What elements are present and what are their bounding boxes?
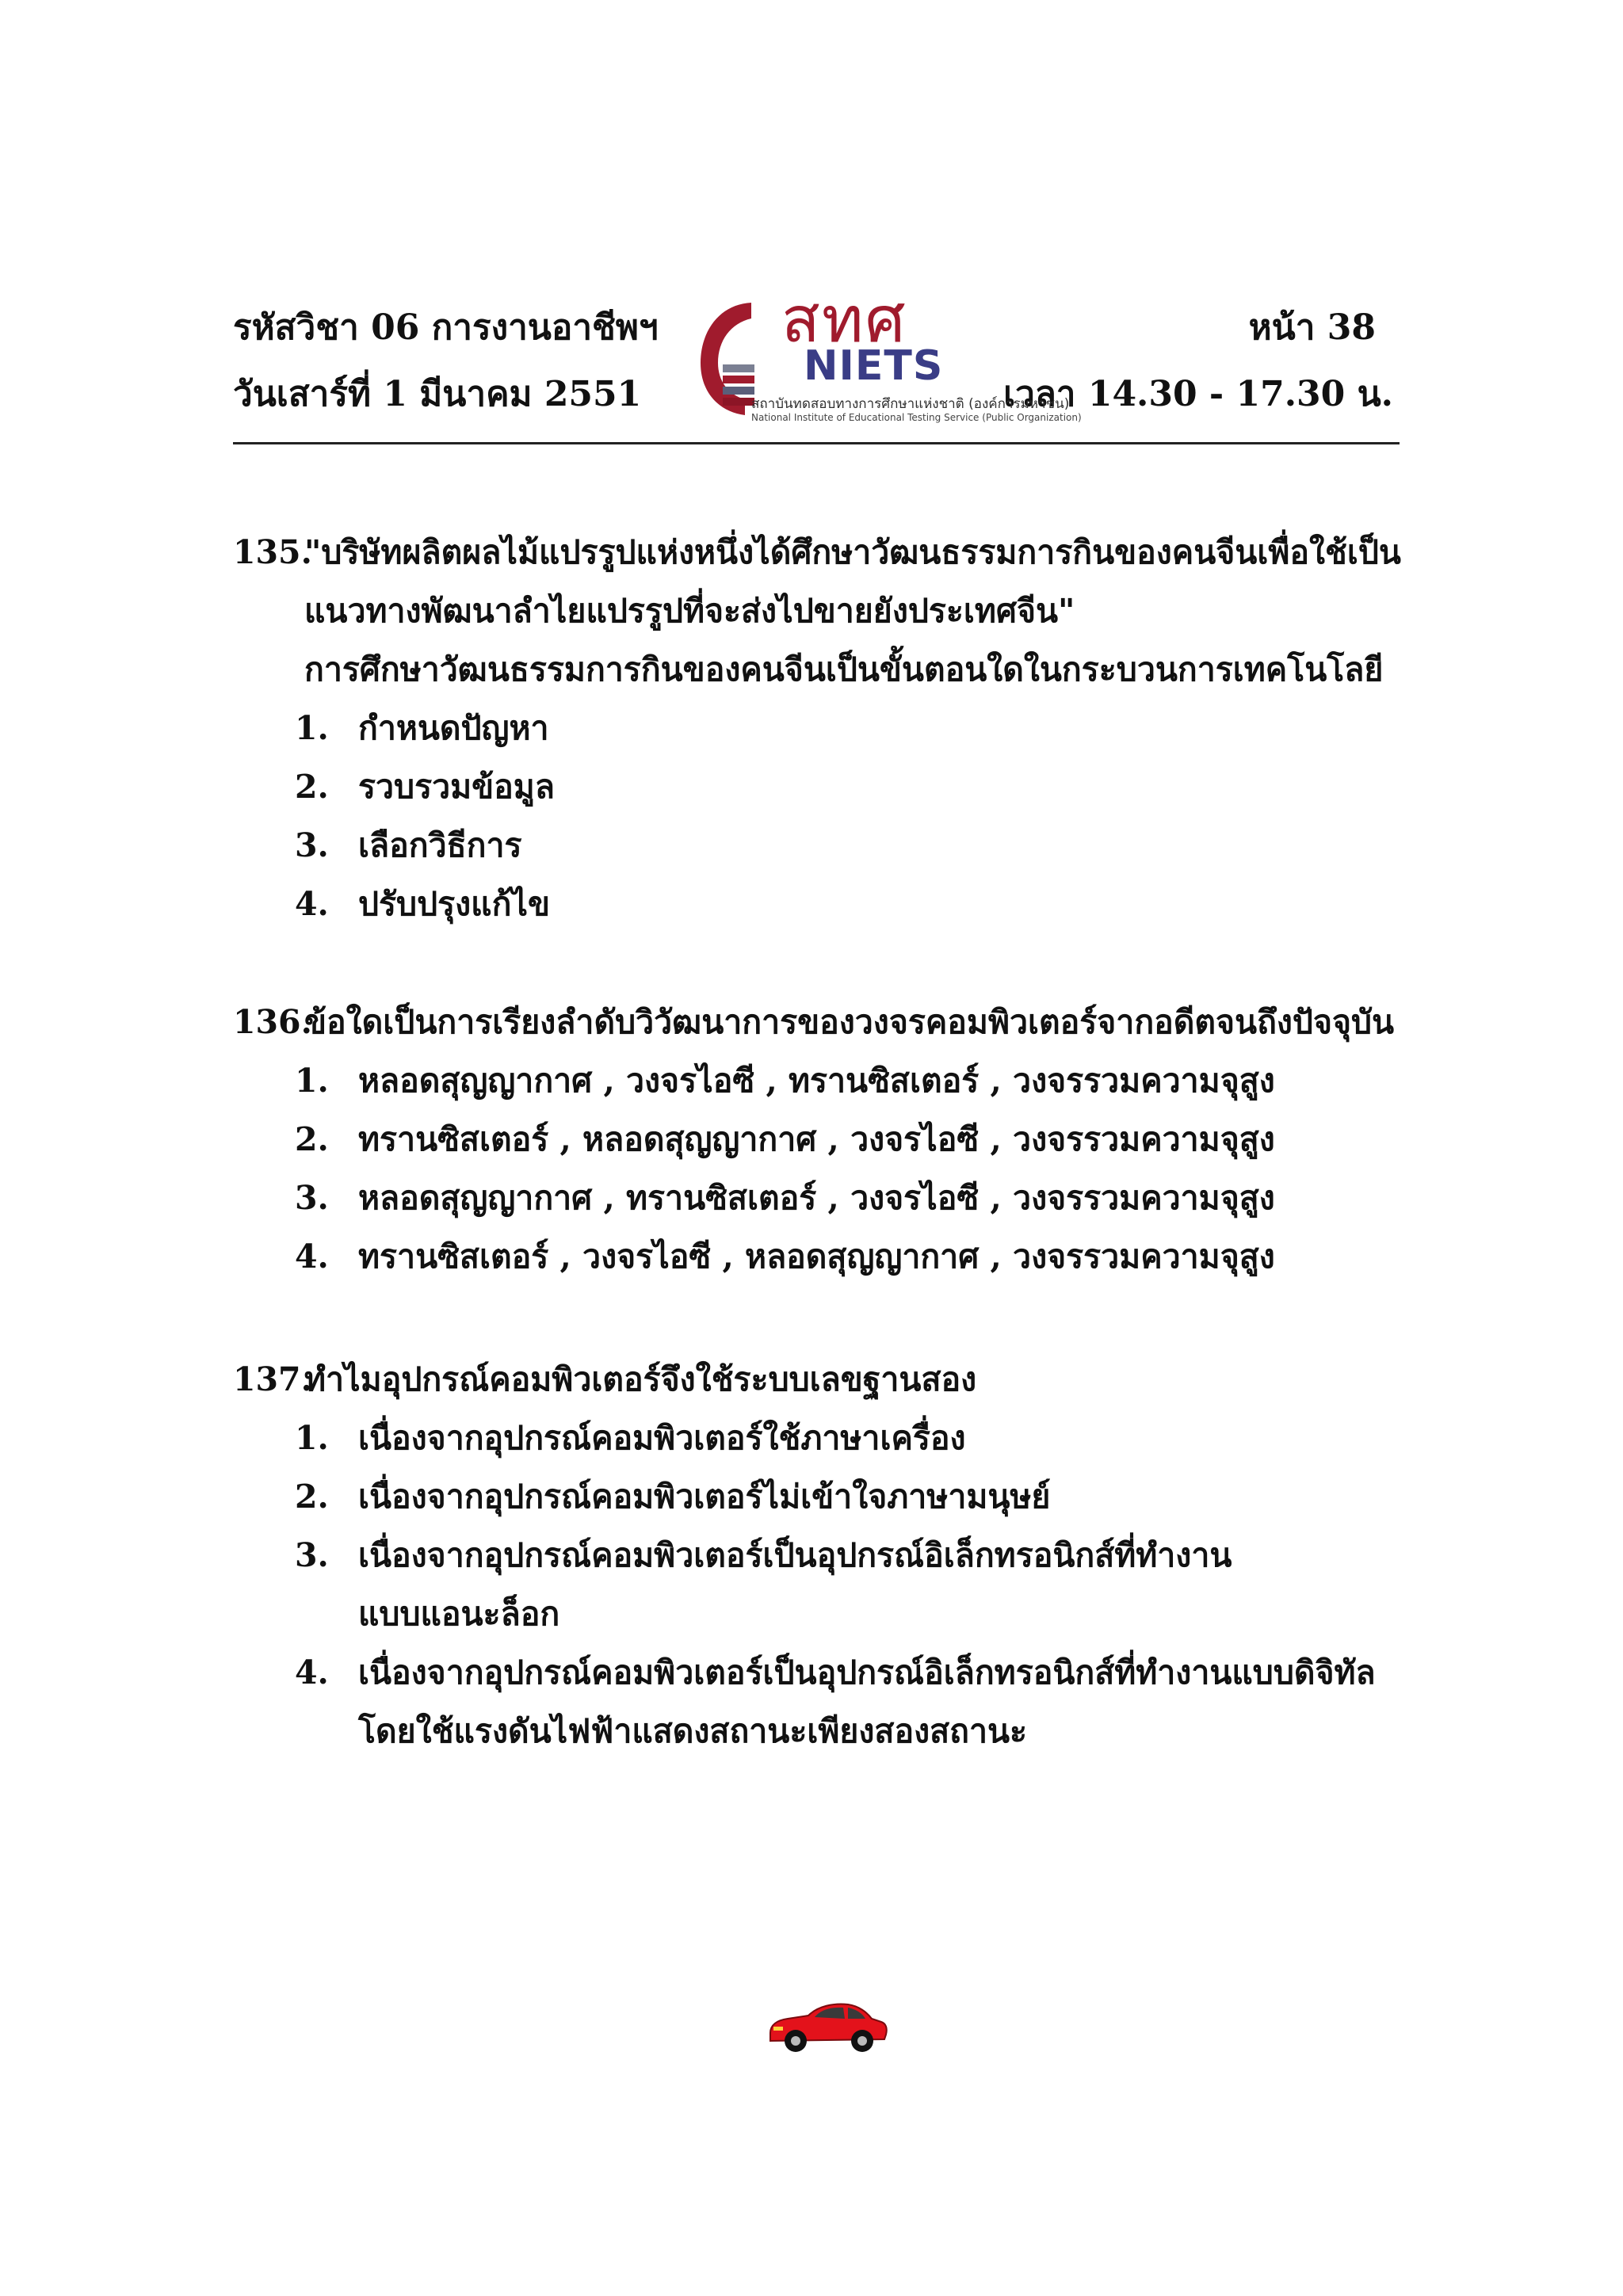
answer-option[interactable] xyxy=(233,816,1406,875)
question-136 xyxy=(233,993,1406,1286)
answer-option[interactable] xyxy=(233,757,1406,816)
niets-logo-mark-icon xyxy=(696,299,758,418)
option-text: เนื่องจากอุปกรณ์คอมพิวเตอร์ใช้ภาษาเครื่อง xyxy=(358,1419,966,1457)
stem-line: แนวทางพัฒนาลำไยแปรรูปที่จะส่งไปขายยังประเทศจีน" xyxy=(304,592,1075,630)
question-number: 135. xyxy=(233,533,312,571)
header-divider xyxy=(233,442,1400,444)
option-number: 1. xyxy=(295,709,329,747)
logo-english-name: National Institute of Educational Testing Service (Public Organization) xyxy=(751,412,1082,423)
answer-option[interactable] xyxy=(233,1169,1406,1227)
option-text: เนื่องจากอุปกรณ์คอมพิวเตอร์เป็นอุปกรณ์อิเล็กทรอนิกส์ที่ทำงานแบบดิจิทัล xyxy=(358,1653,1376,1691)
option-text: กำหนดปัญหา xyxy=(358,709,549,747)
question-number: 136. xyxy=(233,1003,312,1041)
option-text: โดยใช้แรงดันไฟฟ้าแสดงสถานะเพียงสองสถานะ xyxy=(358,1712,1028,1750)
option-text: เลือกวิธีการ xyxy=(358,826,522,864)
page-number: หน้า 38 xyxy=(1248,307,1376,348)
option-text: แบบแอนะล็อก xyxy=(358,1595,560,1633)
option-text: ทรานซิสเตอร์ , หลอดสุญญากาศ , วงจรไอซี , วงจรรวมความจุสูง xyxy=(358,1120,1275,1158)
logo-niets-text: NIETS xyxy=(804,342,944,390)
option-number: 4. xyxy=(295,1238,329,1276)
answer-options xyxy=(233,699,1406,933)
option-number: 1. xyxy=(295,1062,329,1100)
option-number: 3. xyxy=(295,1179,329,1217)
option-text: เนื่องจากอุปกรณ์คอมพิวเตอร์ไม่เข้าใจภาษามนุษย์ xyxy=(358,1478,1051,1516)
option-number: 4. xyxy=(295,1653,329,1691)
stem-line: ทำไมอุปกรณ์คอมพิวเตอร์จึงใช้ระบบเลขฐานสอง xyxy=(304,1360,977,1398)
option-text: หลอดสุญญากาศ , ทรานซิสเตอร์ , วงจรไอซี , วงจรรวมความจุสูง xyxy=(358,1179,1275,1217)
answer-option[interactable] xyxy=(233,699,1406,757)
question-stem xyxy=(233,1350,1406,1409)
answer-option[interactable] xyxy=(233,1227,1406,1286)
answer-option[interactable] xyxy=(233,1409,1406,1467)
option-number: 2. xyxy=(295,1120,329,1158)
question-137 xyxy=(233,1350,1406,1760)
question-stem xyxy=(233,523,1406,699)
question-stem xyxy=(233,993,1406,1051)
red-sports-car-icon xyxy=(766,1997,889,2055)
stem-line: "บริษัทผลิตผลไม้แปรรูปแห่งหนึ่งได้ศึกษาวัฒนธรรมการกินของคนจีนเพื่อใช้เป็น xyxy=(304,533,1401,571)
answer-option[interactable] xyxy=(233,875,1406,933)
answer-option[interactable] xyxy=(233,1467,1406,1526)
exam-date: วันเสาร์ที่ 1 มีนาคม 2551 xyxy=(233,374,642,414)
stem-line: การศึกษาวัฒนธรรมการกินของคนจีนเป็นขั้นตอนใดในกระบวนการเทคโนโลยี xyxy=(304,650,1384,688)
option-number: 4. xyxy=(295,885,329,923)
stem-line: ข้อใดเป็นการเรียงลำดับวิวัฒนาการของวงจรคอมพิวเตอร์จากอดีตจนถึงปัจจุบัน xyxy=(304,1003,1395,1041)
exam-time: เวลา 14.30 - 17.30 น. xyxy=(1003,374,1393,414)
answer-option[interactable] xyxy=(233,1051,1406,1110)
answer-option[interactable] xyxy=(233,1110,1406,1169)
option-text: หลอดสุญญากาศ , วงจรไอซี , ทรานซิสเตอร์ , วงจรรวมความจุสูง xyxy=(358,1062,1275,1100)
option-text: ปรับปรุงแก้ไข xyxy=(358,885,551,923)
answer-option[interactable] xyxy=(233,1526,1406,1643)
option-number: 2. xyxy=(295,768,329,806)
answer-options xyxy=(233,1409,1406,1760)
question-135 xyxy=(233,523,1406,933)
question-number: 137. xyxy=(233,1360,312,1398)
option-number: 3. xyxy=(295,826,329,864)
niets-logo xyxy=(696,283,1082,432)
option-number: 3. xyxy=(295,1536,329,1574)
logo-thai-name: สถาบันทดสอบทางการศึกษาแห่งชาติ (องค์การมหาชน) xyxy=(751,396,1070,412)
option-text: รวบรวมข้อมูล xyxy=(358,768,555,806)
option-text: ทรานซิสเตอร์ , วงจรไอซี , หลอดสุญญากาศ , วงจรรวมความจุสูง xyxy=(358,1238,1275,1276)
option-number: 2. xyxy=(295,1478,329,1516)
logo-thai-abbreviation: สทศ xyxy=(781,283,907,357)
option-number: 1. xyxy=(295,1419,329,1457)
answer-options xyxy=(233,1051,1406,1286)
answer-option[interactable] xyxy=(233,1643,1406,1760)
option-text: เนื่องจากอุปกรณ์คอมพิวเตอร์เป็นอุปกรณ์อิเล็กทรอนิกส์ที่ทำงาน xyxy=(358,1536,1232,1574)
subject-code: รหัสวิชา 06 การงานอาชีพฯ xyxy=(233,307,659,348)
